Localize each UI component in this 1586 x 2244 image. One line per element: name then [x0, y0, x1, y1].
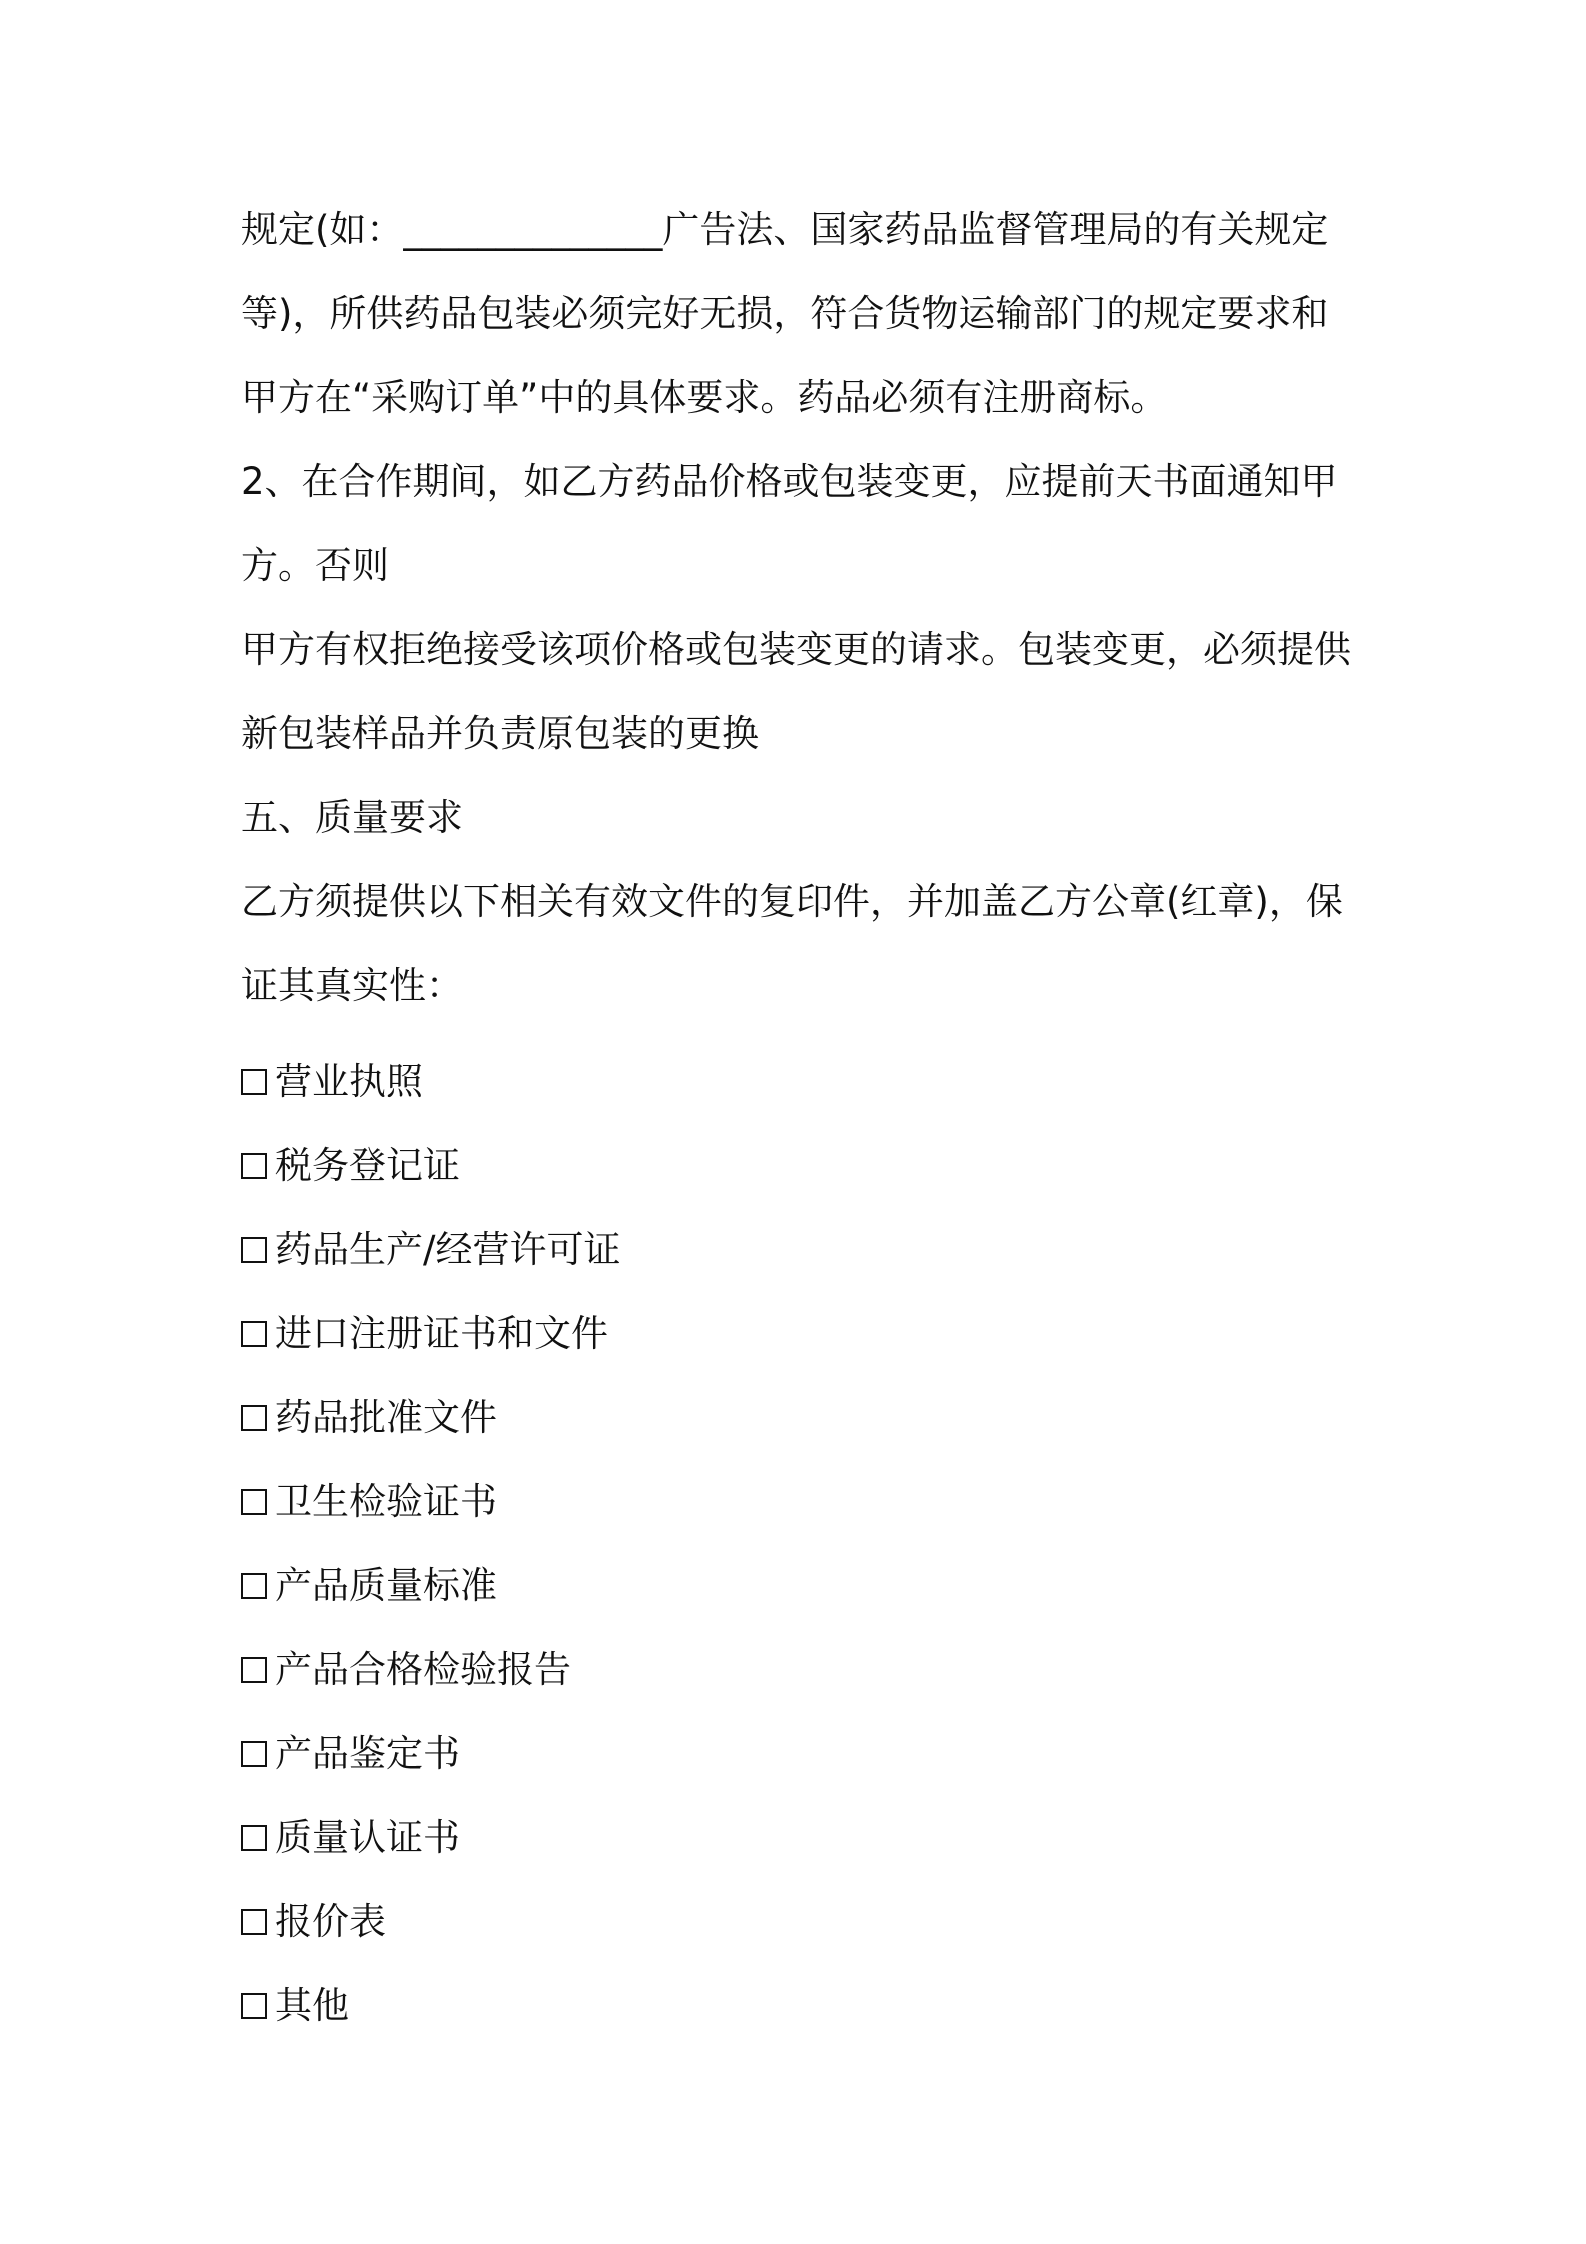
checkbox-icon[interactable] — [241, 1489, 267, 1515]
checkbox-icon[interactable] — [241, 1825, 267, 1851]
checklist-item — [241, 1544, 1361, 1628]
checklist-item-label: 营业执照 — [275, 1060, 423, 1103]
checkbox-icon[interactable] — [241, 1573, 267, 1599]
paragraph-line: 方。否则 — [241, 544, 389, 587]
checklist-item-label: 进口注册证书和文件 — [275, 1312, 608, 1355]
paragraph-line: 甲方在“采购订单”中的具体要求。药品必须有注册商标。 — [241, 376, 1168, 419]
checkbox-icon[interactable] — [241, 1321, 267, 1347]
checklist-item-label: 产品鉴定书 — [275, 1732, 460, 1775]
checklist-item — [241, 1376, 1361, 1460]
checklist-item-label: 质量认证书 — [275, 1816, 460, 1859]
checklist-item — [241, 1964, 1361, 2048]
checklist-item-label: 报价表 — [275, 1900, 386, 1943]
checklist-item — [241, 1712, 1361, 1796]
checkbox-icon[interactable] — [241, 1237, 267, 1263]
checklist-item — [241, 1628, 1361, 1712]
checklist-item-label: 税务登记证 — [275, 1144, 460, 1187]
checkbox-icon[interactable] — [241, 1153, 267, 1179]
checkbox-icon[interactable] — [241, 1909, 267, 1935]
checklist-item-label: 药品生产/经营许可证 — [275, 1228, 621, 1271]
paragraph-line: 甲方有权拒绝接受该项价格或包装变更的请求。包装变更，必须提供 — [241, 628, 1351, 671]
checkbox-icon[interactable] — [241, 1657, 267, 1683]
checklist-item — [241, 1796, 1361, 1880]
checklist-item-label: 其他 — [275, 1984, 349, 2027]
paragraph-line: 乙方须提供以下相关有效文件的复印件，并加盖乙方公章(红章)，保 — [241, 880, 1343, 923]
document-body — [241, 200, 1361, 2048]
checkbox-icon[interactable] — [241, 1993, 267, 2019]
checkbox-icon[interactable] — [241, 1741, 267, 1767]
checklist-item — [241, 1040, 1361, 1124]
checklist-item — [241, 1208, 1361, 1292]
checkbox-icon[interactable] — [241, 1069, 267, 1095]
checklist-item-label: 产品质量标准 — [275, 1564, 497, 1607]
paragraph-line: 证其真实性： — [241, 964, 463, 1007]
checkbox-icon[interactable] — [241, 1405, 267, 1431]
checklist-item-label: 产品合格检验报告 — [275, 1648, 571, 1691]
section-heading: 五、质量要求 — [241, 796, 463, 839]
checklist-item — [241, 1880, 1361, 1964]
paragraph-line: 等)，所供药品包装必须完好无损，符合货物运输部门的规定要求和 — [241, 292, 1329, 335]
document-checklist — [241, 1040, 1361, 2048]
checklist-item-label: 药品批准文件 — [275, 1396, 497, 1439]
checklist-item-label: 卫生检验证书 — [275, 1480, 497, 1523]
checklist-item — [241, 1124, 1361, 1208]
paragraph-line: 规定(如：______________广告法、国家药品监督管理局的有关规定 — [241, 208, 1329, 251]
paragraph-line: 2、在合作期间，如乙方药品价格或包装变更，应提前天书面通知甲 — [241, 460, 1338, 503]
checklist-item — [241, 1292, 1361, 1376]
paragraph-line: 新包装样品并负责原包装的更换 — [241, 712, 759, 755]
checklist-item — [241, 1460, 1361, 1544]
